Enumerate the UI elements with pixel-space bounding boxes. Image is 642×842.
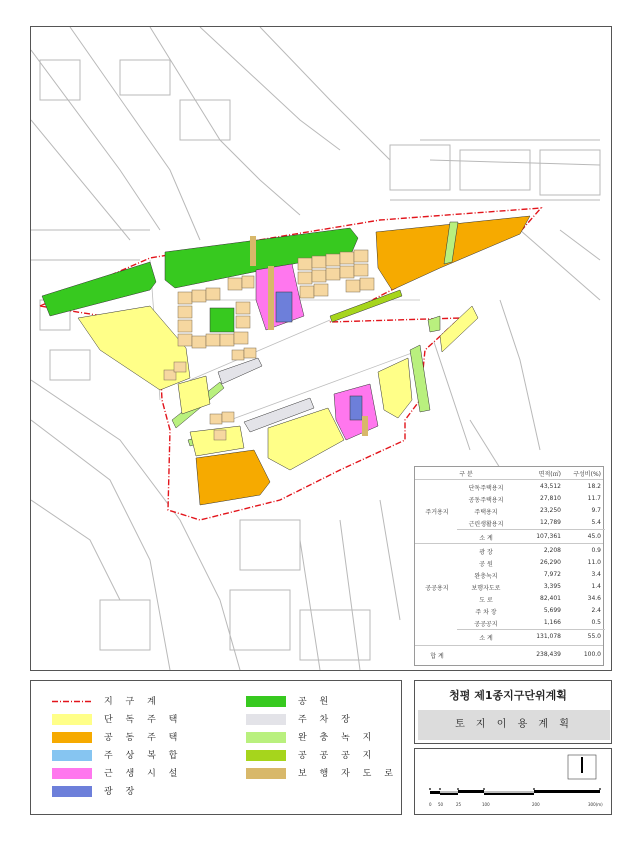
row-name: 단독주택용지 [468, 485, 504, 492]
table-row [415, 481, 603, 493]
table-row [415, 581, 603, 593]
pedestrian-path-2 [268, 266, 274, 330]
scale-tick-label: 200 [532, 802, 540, 807]
table-row [415, 531, 603, 543]
row-name: 광 장 [479, 549, 493, 556]
scale-bar [428, 786, 604, 798]
total-ratio: 100.0 [583, 651, 601, 658]
table-row [415, 605, 603, 617]
legend-swatch [246, 768, 286, 779]
land-use-table [414, 466, 604, 666]
row-area: 2,208 [543, 547, 561, 554]
table-row [415, 493, 603, 505]
legend-label: 공 원 [298, 697, 334, 707]
row-ratio: 1.4 [591, 583, 601, 590]
scale-tick-label: 100 [482, 802, 490, 807]
table-row [415, 617, 603, 629]
row-group: 주거용지 [425, 509, 449, 516]
row-name: 도 로 [479, 597, 493, 604]
row-name: 근린생활용지 [468, 521, 504, 528]
row-area: 107,361 [536, 533, 561, 540]
scale-tick-label: 25 [456, 802, 462, 807]
legend-label: 주 차 장 [298, 715, 355, 725]
row-ratio: 0.9 [591, 547, 601, 554]
row-ratio: 18.2 [587, 483, 601, 490]
legend-label: 지 구 계 [104, 697, 161, 707]
row-area: 1,166 [543, 619, 561, 626]
legend-label: 광 장 [104, 787, 140, 797]
row-area: 26,290 [540, 559, 561, 566]
legend-swatch [246, 714, 286, 725]
table-row [415, 593, 603, 605]
legend-swatch [246, 750, 286, 761]
legend-label: 완 충 녹 지 [298, 733, 377, 743]
legend-swatch [52, 768, 92, 779]
row-name: 소 계 [479, 635, 493, 642]
row-group: 공공용지 [425, 585, 449, 592]
table-header [415, 467, 603, 479]
legend-label: 근 생 시 설 [104, 769, 183, 779]
legend-label: 단 독 주 택 [104, 715, 183, 725]
pedestrian-path-1 [250, 236, 256, 266]
header-category: 구 분 [459, 471, 473, 478]
plan-title: 청평 제1종지구단위계획 [449, 689, 567, 702]
legend-swatch [52, 714, 92, 725]
row-name: 보행자도로 [471, 585, 501, 592]
table-total-row [415, 649, 603, 661]
legend-swatch [52, 750, 92, 761]
north-arrow-icon [566, 753, 598, 781]
plaza-south [350, 396, 362, 420]
legend-label: 보 행 자 도 로 [298, 769, 398, 779]
row-area: 27,810 [540, 495, 561, 502]
scale-tick-label: 0 [429, 802, 432, 807]
pedestrian-path-3 [362, 416, 368, 436]
row-ratio: 5.4 [591, 519, 601, 526]
row-area: 3,395 [543, 583, 561, 590]
row-ratio: 11.7 [587, 495, 601, 502]
table-row [415, 517, 603, 529]
row-area: 131,078 [536, 633, 561, 640]
legend-label: 공 공 공 지 [298, 751, 377, 761]
row-area: 43,512 [540, 483, 561, 490]
legend-swatch [246, 696, 286, 707]
row-name: 공동주택용지 [468, 497, 504, 504]
table-row [415, 557, 603, 569]
table-row [415, 569, 603, 581]
row-area: 7,972 [543, 571, 561, 578]
header-ratio: 구성비(%) [573, 471, 601, 478]
total-area: 238,439 [536, 651, 561, 658]
park-small [210, 308, 234, 332]
table-row [415, 505, 603, 517]
row-ratio: 9.7 [591, 507, 601, 514]
plan-subtitle: 토 지 이 용 계 획 [418, 710, 610, 740]
header-area: 면적(㎡) [538, 471, 561, 478]
row-ratio: 45.0 [587, 533, 601, 540]
legend-label: 공 동 주 택 [104, 733, 183, 743]
scale-tick-label: 50 [438, 802, 444, 807]
legend-label: 주 상 복 합 [104, 751, 183, 761]
legend-swatch [52, 732, 92, 743]
total-label: 합 계 [430, 653, 444, 660]
row-area: 5,699 [543, 607, 561, 614]
boundary-line-swatch [52, 696, 92, 707]
buffer-green-6 [428, 316, 440, 332]
row-ratio: 11.0 [587, 559, 601, 566]
table-row [415, 631, 603, 643]
legend-swatch [246, 732, 286, 743]
row-ratio: 34.6 [587, 595, 601, 602]
row-name: 주 차 장 [475, 609, 497, 616]
row-name: 공 원 [479, 561, 493, 568]
legend-swatch [52, 786, 92, 797]
row-name: 완충녹지 [474, 573, 498, 580]
row-name: 소 계 [479, 535, 493, 542]
plaza-north [276, 292, 292, 322]
row-ratio: 55.0 [587, 633, 601, 640]
row-name: 주택용지 [474, 509, 498, 516]
table-row [415, 545, 603, 557]
row-ratio: 2.4 [591, 607, 601, 614]
scale-tick-label: 300(m) [588, 802, 603, 807]
row-ratio: 3.4 [591, 571, 601, 578]
row-area: 82,401 [540, 595, 561, 602]
row-name: 공공공지 [474, 621, 498, 628]
row-area: 12,789 [540, 519, 561, 526]
row-area: 23,250 [540, 507, 561, 514]
row-ratio: 0.5 [591, 619, 601, 626]
